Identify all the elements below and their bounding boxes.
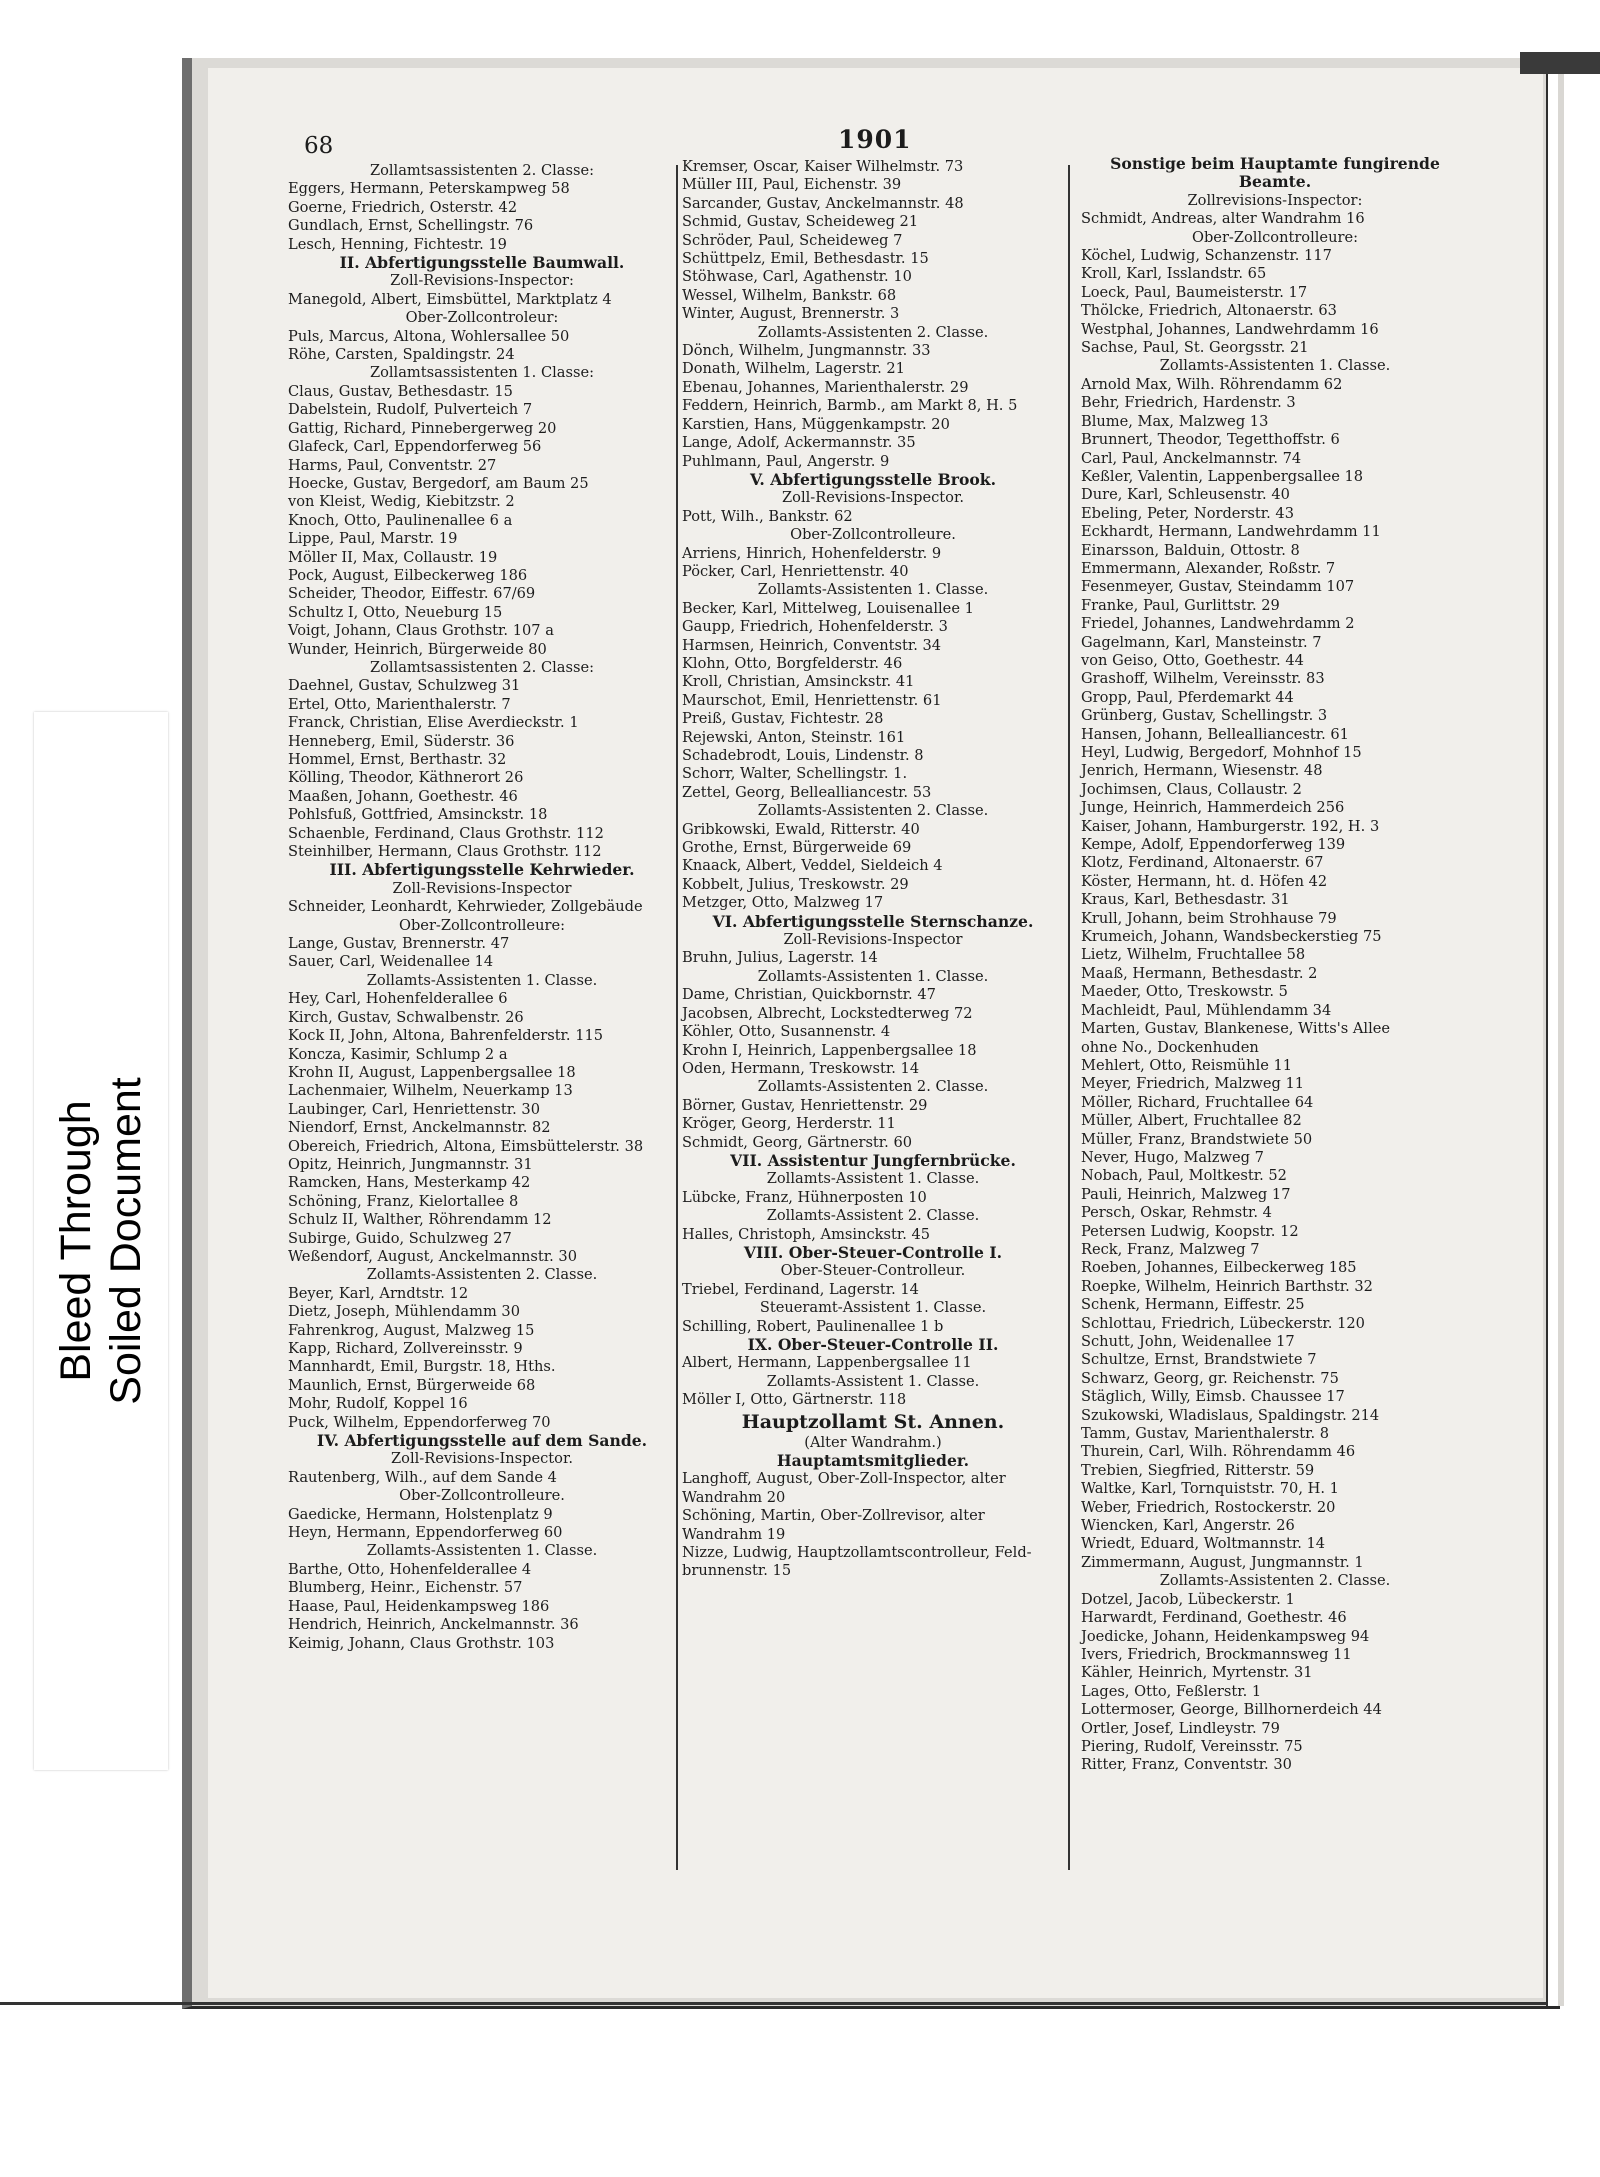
directory-entry: Pock, August, Eilbeckerweg 186 [288, 566, 528, 584]
directory-entry: Blumberg, Heinr., Eichenstr. 57 [288, 1579, 523, 1597]
directory-entry: Bruhn, Julius, Lagerstr. 14 [682, 949, 878, 967]
directory-entry: Hendrich, Heinrich, Anckelmannstr. 36 [288, 1616, 579, 1634]
directory-entry: Ebenau, Johannes, Marienthalerstr. 29 [682, 378, 969, 396]
directory-entry: Machleidt, Paul, Mühlendamm 34 [1081, 1001, 1332, 1019]
directory-entry: Mohr, Rudolf, Koppel 16 [288, 1395, 468, 1413]
scan-bottom-edge [0, 2002, 1546, 2005]
directory-entry: Obereich, Friedrich, Altona, Eimsbüttelerstr. 38 [288, 1137, 644, 1155]
section-heading: VI. Abfertigungsstelle Sternschanze. [712, 911, 1034, 931]
directory-entry: Winter, August, Brennerstr. 3 [682, 305, 900, 323]
directory-entry: Opitz, Heinrich, Jungmannstr. 31 [288, 1155, 533, 1173]
directory-entry: Maurschot, Emil, Henriettenstr. 61 [682, 691, 942, 709]
directory-entry: Maaßen, Johann, Goethestr. 46 [288, 787, 518, 805]
directory-entry: Kroll, Karl, Isslandstr. 65 [1081, 265, 1267, 283]
directory-entry: Keßler, Valentin, Lappenbergsallee 18 [1081, 467, 1364, 485]
section-heading: Zollamts-Assistenten 1. Classe. [1159, 357, 1391, 375]
directory-entry: Schmid, Gustav, Scheideweg 21 [682, 213, 919, 231]
directory-entry: brunnenstr. 15 [682, 1562, 792, 1580]
directory-entry: Hansen, Johann, Bellealliancestr. 61 [1081, 725, 1349, 743]
directory-entry: Albert, Hermann, Lappenbergsallee 11 [682, 1354, 972, 1372]
directory-entry: Loeck, Paul, Baumeisterstr. 17 [1081, 283, 1308, 301]
directory-entry: Schüttpelz, Emil, Bethesdastr. 15 [682, 250, 929, 268]
directory-entry: Marten, Gustav, Blankenese, Witts's Allee [1081, 1020, 1391, 1038]
section-heading: Ober-Zollcontroleur: [405, 309, 559, 327]
directory-entry: Ramcken, Hans, Mesterkamp 42 [288, 1174, 531, 1192]
directory-entry: Heyn, Hermann, Eppendorferweg 60 [288, 1524, 563, 1542]
directory-entry: Rejewski, Anton, Steinstr. 161 [682, 728, 906, 746]
directory-entry: Mannhardt, Emil, Burgstr. 18, Hths. [288, 1358, 556, 1376]
directory-entry: Laubinger, Carl, Henriettenstr. 30 [288, 1100, 540, 1118]
scan-corner-shadow [1520, 52, 1600, 74]
section-heading: Zollamts-Assistenten 2. Classe. [757, 802, 989, 820]
directory-entry: Nizze, Ludwig, Hauptzollamtscontrolleur, Feld- [682, 1544, 1032, 1562]
directory-entry: Köchel, Ludwig, Schanzenstr. 117 [1081, 247, 1332, 265]
section-heading: Zollamts-Assistenten 2. Classe. [757, 1078, 989, 1096]
directory-entry: von Geiso, Otto, Goethestr. 44 [1081, 651, 1304, 669]
directory-entry: Hommel, Ernst, Berthastr. 32 [288, 751, 507, 768]
directory-entry: Wessel, Wilhelm, Bankstr. 68 [682, 286, 897, 304]
section-heading: Zollamts-Assistent 1. Classe. [766, 1170, 980, 1188]
directory-entry: Schenk, Hermann, Eiffestr. 25 [1081, 1296, 1305, 1314]
directory-entry: Dietz, Joseph, Mühlendamm 30 [288, 1303, 520, 1321]
directory-entry: Friedel, Johannes, Landwehrdamm 2 [1081, 615, 1355, 633]
directory-entry: Nobach, Paul, Moltkestr. 52 [1081, 1167, 1287, 1185]
directory-entry: Fahrenkrog, August, Malzweg 15 [288, 1321, 535, 1339]
directory-entry: Sarcander, Gustav, Anckelmannstr. 48 [682, 194, 964, 212]
directory-entry: Kaiser, Johann, Hamburgerstr. 192, H. 3 [1081, 817, 1380, 835]
directory-entry: Mehlert, Otto, Reismühle 11 [1081, 1056, 1293, 1074]
directory-entry: Schadebrodt, Louis, Lindenstr. 8 [682, 747, 924, 764]
section-heading: IV. Abfertigungsstelle auf dem Sande. [316, 1431, 648, 1451]
directory-entry: Oden, Hermann, Treskowstr. 14 [682, 1059, 920, 1077]
archive-stamp-text [34, 721, 168, 1761]
directory-entry: Einarsson, Balduin, Ottostr. 8 [1081, 541, 1300, 559]
directory-entry: Carl, Paul, Anckelmannstr. 74 [1081, 449, 1302, 467]
directory-entry: Karstien, Hans, Müggenkampstr. 20 [682, 415, 950, 433]
directory-entry: Pohlsfuß, Gottfried, Amsinckstr. 18 [288, 806, 548, 824]
directory-entry: Knoch, Otto, Paulinenallee 6 a [288, 511, 513, 529]
directory-entry: Dure, Karl, Schleusenstr. 40 [1081, 486, 1290, 504]
directory-entry: Wandrahm 19 [682, 1525, 786, 1543]
directory-entry: Haase, Paul, Heidenkampsweg 186 [288, 1597, 550, 1615]
directory-entry: Schmidt, Georg, Gärtnerstr. 60 [682, 1133, 913, 1151]
directory-entry: Keimig, Johann, Claus Grothstr. 103 [288, 1634, 555, 1652]
directory-entry: Gattig, Richard, Pinnebergerweg 20 [288, 419, 557, 437]
directory-entry: von Kleist, Wedig, Kiebitzstr. 2 [288, 493, 515, 511]
directory-entry: Zettel, Georg, Bellealliancestr. 53 [682, 783, 932, 801]
directory-entry: Ortler, Josef, Lindleystr. 79 [1081, 1719, 1280, 1737]
directory-entry: Schilling, Robert, Paulinenallee 1 b [682, 1317, 944, 1335]
directory-entry: Eckhardt, Hermann, Landwehrdamm 11 [1081, 523, 1381, 541]
directory-entry: Maaß, Hermann, Bethesdastr. 2 [1081, 964, 1318, 982]
directory-entry: Blume, Max, Malzweg 13 [1081, 412, 1269, 430]
directory-entry: Gundlach, Ernst, Schellingstr. 76 [288, 217, 534, 235]
section-heading: Zoll-Revisions-Inspector. [391, 1450, 573, 1468]
section-heading: Sonstige beim Hauptamte fungirende [1110, 155, 1440, 173]
section-heading: V. Abfertigungsstelle Brook. [750, 469, 996, 489]
directory-entry: Beyer, Karl, Arndtstr. 12 [288, 1284, 469, 1302]
section-heading: Zollamts-Assistenten 1. Classe. [757, 581, 989, 599]
facing-page-edge [1546, 74, 1600, 2006]
page-year-header: 1901 [838, 125, 912, 154]
directory-entry: Roeben, Johannes, Eilbeckerweg 185 [1081, 1259, 1357, 1277]
directory-entry: Ebeling, Peter, Norderstr. 43 [1081, 504, 1294, 522]
directory-entry: Gagelmann, Karl, Mansteinstr. 7 [1081, 633, 1322, 651]
directory-entry: Knaack, Albert, Veddel, Sieldeich 4 [682, 857, 943, 875]
section-heading: Hauptamtsmitglieder. [776, 1451, 970, 1471]
directory-entry: Wandrahm 20 [682, 1488, 786, 1506]
directory-entry: Reck, Franz, Malzweg 7 [1081, 1240, 1260, 1258]
directory-entry: Schultze, Ernst, Brandstwiete 7 [1081, 1351, 1317, 1369]
section-heading: Zollamtsassistenten 1. Classe: [369, 364, 595, 382]
directory-entry: Köster, Hermann, ht. d. Höfen 42 [1081, 872, 1328, 890]
directory-entry: Metzger, Otto, Malzweg 17 [682, 894, 884, 912]
directory-entry: Puls, Marcus, Altona, Wohlersallee 50 [288, 327, 570, 345]
directory-entry: Dabelstein, Rudolf, Pulverteich 7 [288, 401, 533, 419]
directory-entry: Müller, Franz, Brandstwiete 50 [1081, 1130, 1313, 1148]
directory-entry: Kock II, John, Altona, Bahrenfelderstr. 115 [288, 1027, 604, 1045]
directory-entry: Junge, Heinrich, Hammerdeich 256 [1081, 799, 1345, 817]
section-heading: Zollrevisions-Inspector: [1187, 191, 1363, 209]
directory-entry: Arriens, Hinrich, Hohenfelderstr. 9 [682, 544, 942, 562]
section-heading: Zollamts-Assistenten 2. Classe. [757, 323, 989, 341]
directory-entry: Röhe, Carsten, Spaldingstr. 24 [288, 346, 515, 364]
section-heading: Zoll-Revisions-Inspector: [390, 272, 574, 290]
directory-entry: Rautenberg, Wilh., auf dem Sande 4 [288, 1468, 557, 1486]
directory-entry: Kroll, Christian, Amsinckstr. 41 [682, 673, 915, 691]
directory-entry: Thölcke, Friedrich, Altonaerstr. 63 [1081, 302, 1337, 320]
section-heading: Zoll-Revisions-Inspector [783, 931, 963, 949]
directory-entry: Börner, Gustav, Henriettenstr. 29 [682, 1096, 928, 1114]
section-heading: Ober-Zollcontrolleure: [1192, 228, 1358, 246]
section-heading: Zollamts-Assistent 2. Classe. [766, 1207, 980, 1225]
directory-entry: Piering, Rudolf, Vereinsstr. 75 [1081, 1737, 1303, 1755]
page-number: 68 [304, 133, 334, 159]
directory-entry: Jochimsen, Claus, Collaustr. 2 [1081, 780, 1302, 798]
directory-entry: Müller, Albert, Fruchtallee 82 [1081, 1112, 1302, 1130]
section-heading: Ober-Zollcontrolleure: [399, 916, 565, 934]
section-heading: II. Abfertigungsstelle Baumwall. [339, 253, 625, 273]
directory-entry: Subirge, Guido, Schulzweg 27 [288, 1229, 512, 1247]
section-heading: Zollamtsassistenten 2. Classe: [369, 162, 595, 179]
directory-entry: Pott, Wilh., Bankstr. 62 [682, 507, 853, 525]
directory-entry: Maeder, Otto, Treskowstr. 5 [1081, 983, 1288, 1001]
directory-entry: Hey, Carl, Hohenfelderallee 6 [288, 990, 508, 1008]
directory-entry: Schöning, Martin, Ober-Zollrevisor, alter [682, 1507, 985, 1525]
directory-entry: Preiß, Gustav, Fichtestr. 28 [682, 710, 884, 728]
directory-entry: Franke, Paul, Gurlittstr. 29 [1081, 596, 1280, 614]
directory-entry: Stäglich, Willy, Eimsb. Chaussee 17 [1081, 1388, 1345, 1406]
directory-entry: Lietz, Wilhelm, Fruchtallee 58 [1081, 946, 1306, 964]
directory-entry: Kapp, Richard, Zollvereinsstr. 9 [288, 1340, 523, 1357]
directory-entry: Schultz I, Otto, Neueburg 15 [288, 603, 503, 621]
directory-entry: Gaedicke, Hermann, Holstenplatz 9 [288, 1505, 553, 1523]
directory-entry: Kirch, Gustav, Schwalbenstr. 26 [288, 1008, 524, 1026]
directory-entry: Wiencken, Karl, Angerstr. 26 [1081, 1517, 1295, 1535]
directory-entry: Lippe, Paul, Marstr. 19 [288, 530, 458, 548]
directory-entry: Krull, Johann, beim Strohhause 79 [1081, 909, 1337, 927]
directory-entry: Voigt, Johann, Claus Grothstr. 107 a [288, 622, 554, 640]
directory-entry: Trebien, Siegfried, Ritterstr. 59 [1081, 1461, 1315, 1479]
directory-entry: Schaenble, Ferdinand, Claus Grothstr. 112 [288, 824, 604, 842]
section-heading: Zoll-Revisions-Inspector [392, 879, 572, 897]
directory-entry: Harwardt, Ferdinand, Goethestr. 46 [1081, 1609, 1347, 1627]
directory-entry: Koncza, Kasimir, Schlump 2 a [288, 1045, 508, 1063]
directory-entry: Stöhwase, Carl, Agathenstr. 10 [682, 268, 912, 286]
directory-entry: Barthe, Otto, Hohenfelderallee 4 [288, 1560, 532, 1578]
directory-entry: Wriedt, Eduard, Woltmannstr. 14 [1081, 1535, 1326, 1553]
section-heading: Zollamts-Assistenten 1. Classe. [366, 1542, 598, 1560]
directory-entry: Möller II, Max, Collaustr. 19 [288, 548, 498, 566]
section-heading: III. Abfertigungsstelle Kehrwieder. [329, 860, 635, 880]
directory-entry: Goerne, Friedrich, Osterstr. 42 [288, 198, 518, 216]
directory-entry: Arnold Max, Wilh. Röhrendamm 62 [1081, 375, 1343, 393]
directory-entry: Persch, Oskar, Rehmstr. 4 [1081, 1204, 1272, 1222]
directory-entry: Westphal, Johannes, Landwehrdamm 16 [1081, 320, 1379, 338]
directory-entry: Feddern, Heinrich, Barmb., am Markt 8, H. 5 [682, 397, 1018, 415]
section-heading: Zollamts-Assistenten 1. Classe. [366, 971, 598, 989]
directory-entry: Maunlich, Ernst, Bürgerweide 68 [288, 1376, 536, 1394]
directory-entry: Schröder, Paul, Scheideweg 7 [682, 231, 903, 249]
directory-entry: Sachse, Paul, St. Georgsstr. 21 [1081, 339, 1309, 357]
directory-entry: Gropp, Paul, Pferdemarkt 44 [1081, 688, 1294, 706]
section-heading: Zollamts-Assistent 1. Classe. [766, 1372, 980, 1390]
directory-entry: Wunder, Heinrich, Bürgerweide 80 [288, 640, 547, 658]
directory-entry: Joedicke, Johann, Heidenkampsweg 94 [1081, 1627, 1370, 1645]
directory-entry: Scheider, Theodor, Eiffestr. 67/69 [288, 585, 536, 603]
directory-entry: Becker, Karl, Mittelweg, Louisenallee 1 [682, 599, 974, 617]
section-heading: Zollamts-Assistenten 1. Classe. [757, 967, 989, 985]
directory-entry: Fesenmeyer, Gustav, Steindamm 107 [1081, 578, 1355, 596]
directory-entry: Lange, Gustav, Brennerstr. 47 [288, 935, 510, 953]
directory-entry: Halles, Christoph, Amsinckstr. 45 [682, 1225, 931, 1243]
directory-entry: Kempe, Adolf, Eppendorferweg 139 [1081, 836, 1346, 854]
section-heading: Ober-Steuer-Controlleur. [780, 1262, 966, 1280]
directory-entry: Donath, Wilhelm, Lagerstr. 21 [682, 360, 905, 378]
directory-entry: Thurein, Carl, Wilh. Röhrendamm 46 [1081, 1443, 1356, 1461]
directory-entry: Daehnel, Gustav, Schulzweg 31 [288, 677, 521, 695]
directory-entry: Jacobsen, Albrecht, Lockstedterweg 72 [682, 1004, 973, 1022]
directory-entry: Dönch, Wilhelm, Jungmannstr. 33 [682, 342, 931, 360]
directory-entry: Kölling, Theodor, Käthnerort 26 [288, 769, 524, 787]
directory-entry: Never, Hugo, Malzweg 7 [1081, 1148, 1264, 1166]
directory-entry: Henneberg, Emil, Süderstr. 36 [288, 732, 515, 750]
section-heading: Zollamtsassistenten 2. Classe: [369, 658, 595, 676]
section-heading: Steueramt-Assistent 1. Classe. [759, 1299, 987, 1317]
directory-column-2 [680, 158, 1066, 1581]
section-heading: Ober-Zollcontrolleure. [790, 526, 956, 544]
directory-entry: Schwarz, Georg, gr. Reichenstr. 75 [1081, 1369, 1339, 1387]
directory-entry: Müller III, Paul, Eichenstr. 39 [682, 176, 902, 194]
directory-entry: Krumeich, Johann, Wandsbeckerstieg 75 [1081, 928, 1382, 946]
directory-entry: Triebel, Ferdinand, Lagerstr. 14 [682, 1280, 919, 1298]
directory-entry: Manegold, Albert, Eimsbüttel, Marktplatz 4 [288, 290, 612, 308]
directory-entry: Lages, Otto, Feßlerstr. 1 [1081, 1682, 1262, 1700]
section-heading: VII. Assistentur Jungfernbrücke. [730, 1150, 1016, 1170]
directory-entry: Pauli, Heinrich, Malzweg 17 [1081, 1185, 1291, 1203]
directory-entry: Petersen Ludwig, Koopstr. 12 [1081, 1222, 1299, 1240]
directory-entry: Steinhilber, Hermann, Claus Grothstr. 112 [288, 843, 602, 861]
directory-entry: Grashoff, Wilhelm, Vereinsstr. 83 [1081, 670, 1325, 688]
directory-entry: Ivers, Friedrich, Brockmannsweg 11 [1081, 1645, 1352, 1663]
section-heading: Beamte. [1238, 172, 1312, 192]
directory-entry: Lübcke, Franz, Hühnerposten 10 [682, 1188, 927, 1206]
directory-entry: Schlottau, Friedrich, Lübeckerstr. 120 [1081, 1314, 1365, 1332]
directory-entry: Ritter, Franz, Conventstr. 30 [1081, 1756, 1292, 1774]
directory-entry: Möller, Richard, Fruchtallee 64 [1081, 1093, 1314, 1111]
directory-entry: Langhoff, August, Ober-Zoll-Inspector, alter [682, 1470, 1006, 1488]
directory-entry: Kröger, Georg, Herderstr. 11 [682, 1115, 896, 1133]
directory-entry: Jenrich, Hermann, Wiesenstr. 48 [1081, 762, 1323, 780]
directory-entry: Gribkowski, Ewald, Ritterstr. 40 [682, 820, 920, 838]
directory-entry: Emmermann, Alexander, Roßstr. 7 [1081, 559, 1336, 577]
directory-entry: Puck, Wilhelm, Eppendorferweg 70 [288, 1413, 551, 1431]
directory-entry: Krohn I, Heinrich, Lappenbergsallee 18 [682, 1041, 977, 1059]
stamp-line-1: Bleed Through [52, 1100, 100, 1382]
directory-entry: Waltke, Karl, Tornquiststr. 70, H. 1 [1081, 1480, 1339, 1498]
directory-entry: Kähler, Heinrich, Myrtenstr. 31 [1081, 1664, 1313, 1682]
directory-entry: Lesch, Henning, Fichtestr. 19 [288, 235, 507, 253]
directory-entry: Gaupp, Friedrich, Hohenfelderstr. 3 [682, 618, 948, 636]
directory-entry: Franck, Christian, Elise Averdieckstr. 1 [288, 714, 579, 732]
section-heading: Zollamts-Assistenten 2. Classe. [1159, 1572, 1391, 1590]
directory-entry: Ertel, Otto, Marienthalerstr. 7 [288, 695, 511, 713]
directory-entry: Harmsen, Heinrich, Conventstr. 34 [682, 636, 942, 654]
section-heading: Ober-Zollcontrolleure. [399, 1487, 565, 1505]
directory-entry: Hoecke, Gustav, Bergedorf, am Baum 25 [288, 474, 589, 492]
directory-entry: Kremser, Oscar, Kaiser Wilhelmstr. 73 [682, 158, 964, 175]
section-heading: (Alter Wandrahm.) [804, 1433, 942, 1451]
section-heading: Zoll-Revisions-Inspector. [782, 489, 964, 507]
directory-entry: Schulz II, Walther, Röhrendamm 12 [288, 1211, 552, 1229]
directory-entry: Kraus, Karl, Bethesdastr. 31 [1081, 891, 1290, 909]
directory-entry: Roepke, Wilhelm, Heinrich Barthstr. 32 [1081, 1277, 1373, 1295]
directory-entry: Klohn, Otto, Borgfelderstr. 46 [682, 654, 903, 672]
directory-entry: Eggers, Hermann, Peterskampweg 58 [288, 180, 570, 198]
directory-entry: Schorr, Walter, Schellingstr. 1. [682, 765, 908, 783]
directory-entry: Lachenmaier, Wilhelm, Neuerkamp 13 [288, 1082, 573, 1100]
directory-entry: Dotzel, Jacob, Lübeckerstr. 1 [1081, 1590, 1295, 1608]
directory-column-1 [286, 162, 678, 1653]
column-rule-2 [1068, 165, 1070, 1870]
directory-entry: Weßendorf, August, Anckelmannstr. 30 [288, 1247, 577, 1265]
directory-entry: Grünberg, Gustav, Schellingstr. 3 [1081, 707, 1328, 725]
section-heading: IX. Ober-Steuer-Controlle II. [747, 1335, 999, 1354]
directory-entry: Grothe, Ernst, Bürgerweide 69 [682, 839, 912, 857]
section-heading: VIII. Ober-Steuer-Controlle I. [743, 1242, 1003, 1262]
directory-entry: Meyer, Friedrich, Malzweg 11 [1081, 1075, 1305, 1093]
directory-entry: Glafeck, Carl, Eppendorferweg 56 [288, 438, 542, 456]
section-heading: Hauptzollamt St. Annen. [741, 1410, 1005, 1433]
directory-entry: Kobbelt, Julius, Treskowstr. 29 [682, 875, 909, 893]
directory-entry: Dame, Christian, Quickbornstr. 47 [682, 986, 936, 1004]
directory-entry: Sauer, Carl, Weidenallee 14 [288, 953, 494, 971]
directory-entry: Heyl, Ludwig, Bergedorf, Mohnhof 15 [1081, 744, 1362, 761]
directory-entry: Lange, Adolf, Ackermannstr. 35 [682, 434, 916, 452]
directory-entry: Weber, Friedrich, Rostockerstr. 20 [1081, 1498, 1336, 1516]
directory-entry: Schneider, Leonhardt, Kehrwieder, Zollgebäude [288, 898, 643, 916]
directory-entry: Niendorf, Ernst, Anckelmannstr. 82 [288, 1119, 551, 1137]
section-heading: Zollamts-Assistenten 2. Classe. [366, 1266, 598, 1284]
directory-entry: Zimmermann, August, Jungmannstr. 1 [1081, 1553, 1364, 1571]
directory-entry: Puhlmann, Paul, Angerstr. 9 [682, 452, 890, 470]
directory-entry: Brunnert, Theodor, Tegetthoffstr. 6 [1081, 431, 1340, 449]
directory-entry: Krohn II, August, Lappenbergsallee 18 [288, 1063, 576, 1081]
directory-column-3 [1079, 155, 1471, 1775]
stamp-line-2: Soiled Document [102, 1077, 150, 1405]
directory-entry: Behr, Friedrich, Hardenstr. 3 [1081, 394, 1296, 412]
directory-entry: Schutt, John, Weidenallee 17 [1081, 1333, 1295, 1350]
directory-entry: Pöcker, Carl, Henriettenstr. 40 [682, 562, 909, 580]
directory-entry: ohne No., Dockenhuden [1081, 1038, 1259, 1056]
directory-entry: Harms, Paul, Conventstr. 27 [288, 456, 497, 474]
directory-entry: Tamm, Gustav, Marienthalerstr. 8 [1081, 1425, 1330, 1443]
directory-entry: Schmidt, Andreas, alter Wandrahm 16 [1081, 210, 1365, 228]
directory-entry: Möller I, Otto, Gärtnerstr. 118 [682, 1391, 907, 1409]
directory-entry: Schöning, Franz, Kielortallee 8 [288, 1192, 519, 1210]
directory-entry: Köhler, Otto, Susannenstr. 4 [682, 1023, 891, 1041]
directory-entry: Claus, Gustav, Bethesdastr. 15 [288, 382, 513, 400]
directory-entry: Klotz, Ferdinand, Altonaerstr. 67 [1081, 854, 1324, 872]
directory-entry: Lottermoser, George, Billhornerdeich 44 [1081, 1701, 1382, 1719]
directory-entry: Szukowski, Wladislaus, Spaldingstr. 214 [1081, 1406, 1380, 1424]
